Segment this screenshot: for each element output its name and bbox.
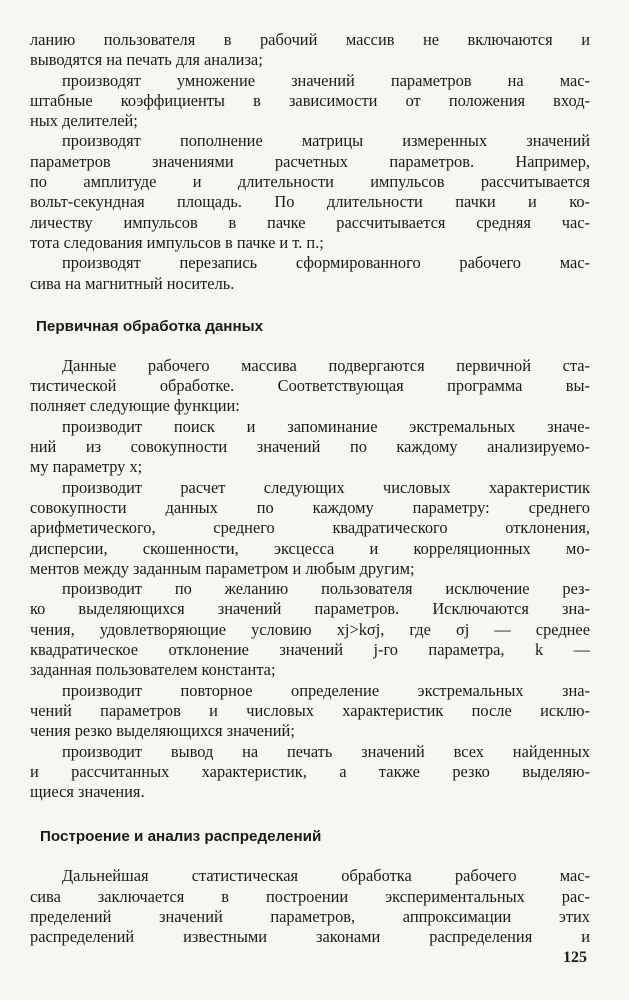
text-line: чения, удовлетворяющие условию xj>kσj, где σj — среднее	[30, 619, 590, 639]
text-line: производит повторное определение экстремальных зна-	[62, 680, 590, 700]
text-line: заданная пользователем константа;	[30, 660, 276, 680]
page-number: 125	[563, 949, 587, 966]
text-line: полняет следующие функции:	[30, 396, 240, 416]
paragraph	[30, 478, 590, 579]
text-line: арифметического, среднего квадратического отклонения,	[30, 518, 590, 538]
text-line: совокупности данных по каждому параметру: среднего	[30, 497, 590, 517]
paragraph	[30, 579, 590, 680]
text-line: ных делителей;	[30, 111, 138, 131]
text-line: производят перезапись сформированного рабочего мас-	[62, 253, 590, 273]
text-line: штабные коэффициенты в зависимости от положения вход-	[30, 90, 590, 110]
text-line: и рассчитанных характеристик, а также резко выделяю-	[30, 761, 590, 781]
section-heading: Построение и анализ распределений	[40, 828, 322, 846]
text-line: личеству импульсов в пачке рассчитывается средняя час-	[30, 212, 590, 232]
text-line: чения резко выделяющихся значений;	[30, 721, 295, 741]
text-line: чений параметров и числовых характеристик после исклю-	[30, 700, 590, 720]
text-line: сива на магнитный носитель.	[30, 273, 235, 293]
text-line: ний из совокупности значений по каждому анализируемо-	[30, 437, 590, 457]
text-line: пределений значений параметров, аппроксимации этих	[30, 906, 590, 926]
text-line: ко выделяющихся значений параметров. Исключаются зна-	[30, 599, 590, 619]
paragraph	[30, 417, 590, 478]
text-line: Данные рабочего массива подвергаются первичной ста-	[62, 355, 590, 375]
text-line: распределений известными законами распределения и	[30, 927, 590, 947]
text-line: тистической обработке. Соответствующая программа вы-	[30, 376, 590, 396]
text-line: производят умножение значений параметров на мас-	[62, 70, 590, 90]
text-line: производит вывод на печать значений всех найденных	[62, 741, 590, 761]
text-line: ментов между заданным параметром и любым другим;	[30, 558, 415, 578]
paragraph	[30, 742, 590, 803]
paragraph	[30, 71, 590, 132]
text-line: производит расчет следующих числовых характеристик	[62, 477, 590, 497]
paragraph	[30, 131, 590, 253]
paragraph	[30, 681, 590, 742]
text-line: выводятся на печать для анализа;	[30, 50, 263, 70]
text-line: щиеся значения.	[30, 782, 145, 802]
text-line: му параметру x;	[30, 457, 143, 477]
text-line: ланию пользователя в рабочий массив не включаются и	[30, 30, 590, 49]
text-line: квадратическое отклонение значений j-го параметра, k —	[30, 640, 590, 660]
paragraph	[30, 866, 590, 947]
text-line: производит поиск и запоминание экстремальных значе-	[62, 416, 590, 436]
paragraph	[30, 30, 590, 71]
text-line: производят пополнение матрицы измеренных значений	[62, 131, 590, 151]
text-line: по амплитуде и длительности импульсов рассчитывается	[30, 172, 590, 192]
text-line: производит по желанию пользователя исключение рез-	[62, 579, 590, 599]
text-line: вольт-секундная площадь. По длительности пачки и ко-	[30, 192, 590, 212]
text-line: тота следования импульсов в пачке и т. п.;	[30, 232, 324, 252]
text-line: дисперсии, скошенности, эксцесса и корреляционных мо-	[30, 538, 590, 558]
text-line: Дальнейшая статистическая обработка рабочего мас-	[62, 866, 590, 886]
section-heading: Первичная обработка данных	[36, 317, 264, 335]
page-body	[30, 30, 590, 948]
paragraph	[30, 253, 590, 294]
text-line: сива заключается в построении экспериментальных рас-	[30, 886, 590, 906]
text-line: параметров значениями расчетных параметров. Например,	[30, 151, 590, 171]
paragraph	[30, 356, 590, 417]
